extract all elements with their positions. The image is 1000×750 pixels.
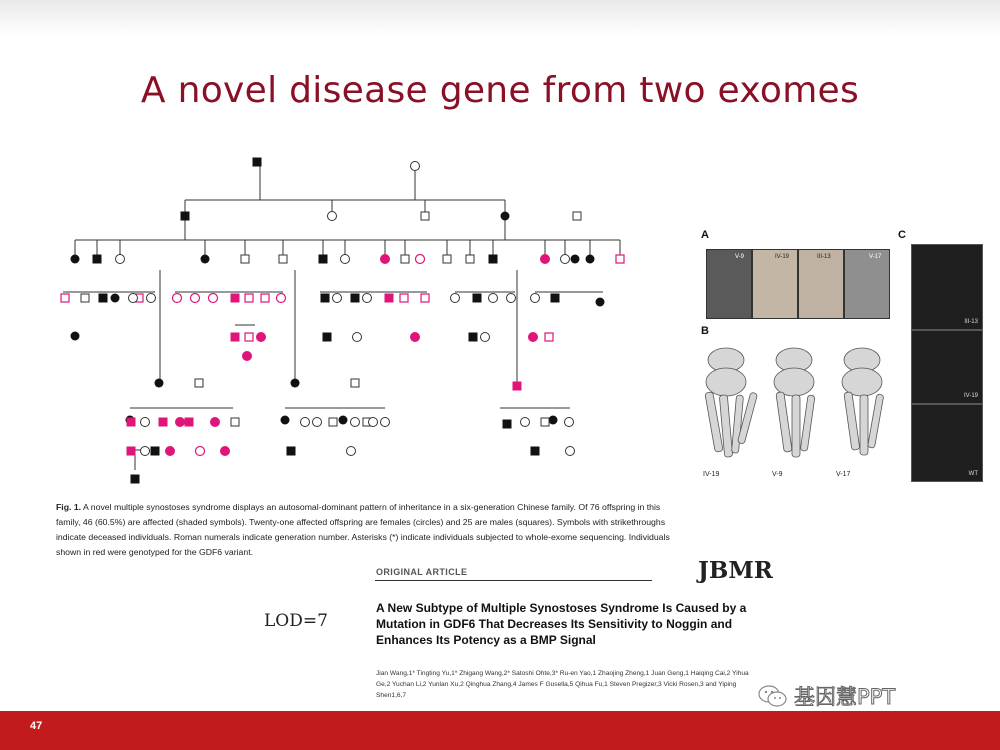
top-gradient-bar: [0, 0, 1000, 36]
bottom-bar: [0, 711, 1000, 750]
pedigree-chart: [55, 150, 667, 495]
photo-label-2: IV-19: [775, 254, 790, 260]
slide-title: A novel disease gene from two exomes: [140, 70, 860, 111]
xray-label-2: IV-19: [963, 393, 978, 399]
photo-label-4: V-17: [869, 254, 882, 260]
panel-b-label: B: [701, 325, 709, 337]
xray-hand-1: [911, 244, 983, 330]
watermark-text: 基因慧PPT: [794, 685, 896, 709]
model-label-1: IV-19: [703, 471, 720, 478]
model-label-3: V-17: [836, 471, 851, 478]
caption-text: A novel multiple synostoses syndrome displays an autosomal-dominant pattern of inheritance in a six-generation Chinese family. Of 76 offspring in this family, 46 (60.5%) are affected (shaded symbols). Twenty-one affected offspring are females (circles) and 25 are males (squares). Symbols with strikethroughs indicate deceased individuals. Roman numerals indicate generation number. Asterisks (*) indicate individuals subjected to whole-exome sequencing. Individuals shown in red were genotyped for the GDF6 variant.: [56, 502, 670, 557]
foot-photo-2: [752, 249, 798, 319]
caption-label: Fig. 1.: [56, 502, 82, 512]
foot-3d-models: [696, 340, 896, 480]
article-title: A New Subtype of Multiple Synostoses Syndrome Is Caused by a Mutation in GDF6 That Decreases Its Sensitivity to Noggin and Enhances Its Potency as a BMP Signal: [376, 601, 747, 647]
wechat-icon: [758, 683, 788, 709]
foot-photo-1: [706, 249, 752, 319]
xray-label-3: WT: [968, 471, 978, 477]
xray-hand-2: [911, 330, 983, 404]
xray-hand-3: [911, 404, 983, 482]
article-rule: [375, 580, 652, 581]
foot-photo-3: [798, 249, 844, 319]
panel-a-label: A: [701, 229, 709, 241]
page-number: 47: [30, 720, 43, 732]
journal-logo: JBMR: [698, 557, 773, 584]
model-label-2: V-9: [772, 471, 783, 478]
lod-score: LOD=7: [264, 611, 328, 631]
article-authors: Jian Wang,1* Tingting Yu,1* Zhigang Wang,2* Satoshi Ohte,3* Ru-en Yao,1 Zhaojing Zheng,1 Juan Geng,1 Haiqing Cai,2 Yihua Ge,2 Yuchan Li,2 Yunlan Xu,2 Qinghua Zhang,4 James F Gusella,5 Qihua Fu,1 Steven Pregizer,3 Vicki Rosen,3 and Yiping Shen1,6,7: [376, 670, 749, 699]
panel-c-label: C: [898, 229, 906, 241]
foot-photo-4: [844, 249, 890, 319]
article-type: ORIGINAL ARTICLE: [376, 567, 468, 577]
xray-label-1: III-13: [964, 319, 978, 325]
figure-caption: [56, 500, 686, 560]
watermark: [758, 682, 895, 710]
photo-label-1: V-9: [735, 254, 745, 260]
photo-label-3: III-13: [817, 254, 831, 260]
